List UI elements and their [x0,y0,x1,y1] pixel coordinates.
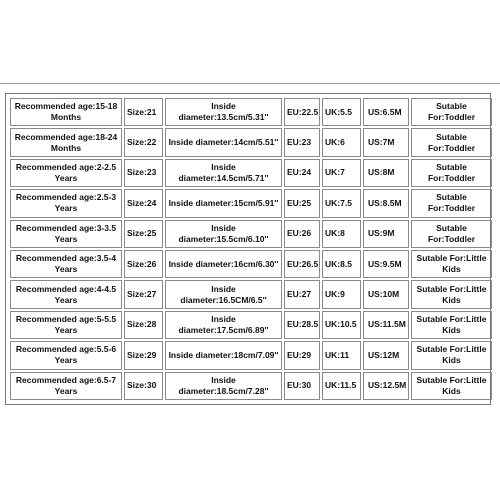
uk-size-cell: UK:11.5 [322,372,361,400]
table-row [10,311,492,339]
us-size-cell: US:8M [363,159,409,187]
eu-size-cell: EU:23 [284,128,320,156]
table-row [10,128,492,156]
inside-diameter-cell: Inside diameter:13.5cm/5.31'' [165,98,282,126]
uk-size-cell: UK:5.5 [322,98,361,126]
eu-size-cell: EU:24 [284,159,320,187]
table-row [10,98,492,126]
uk-size-cell: UK:6 [322,128,361,156]
eu-size-cell: EU:26.5 [284,250,320,278]
age-cell: Recommended age:2-2.5 Years [10,159,122,187]
us-size-cell: US:10M [363,280,409,308]
suitable-for-cell: Sutable For:Toddler [411,220,492,248]
suitable-for-cell: Sutable For:Toddler [411,128,492,156]
eu-size-cell: EU:22.5 [284,98,320,126]
age-cell: Recommended age:2.5-3 Years [10,189,122,217]
us-size-cell: US:11.5M [363,311,409,339]
us-size-cell: US:9.5M [363,250,409,278]
inside-diameter-cell: Inside diameter:16.5CM/6.5'' [165,280,282,308]
table-row [10,280,492,308]
us-size-cell: US:8.5M [363,189,409,217]
uk-size-cell: UK:8.5 [322,250,361,278]
table-row [10,159,492,187]
table-row [10,372,492,400]
size-cell: Size:30 [124,372,163,400]
size-cell: Size:26 [124,250,163,278]
size-cell: Size:25 [124,220,163,248]
age-cell: Recommended age:3-3.5 Years [10,220,122,248]
suitable-for-cell: Sutable For:Little Kids [411,341,492,369]
size-cell: Size:27 [124,280,163,308]
suitable-for-cell: Sutable For:Little Kids [411,311,492,339]
suitable-for-cell: Sutable For:Toddler [411,159,492,187]
uk-size-cell: UK:7 [322,159,361,187]
uk-size-cell: UK:11 [322,341,361,369]
age-cell: Recommended age:15-18 Months [10,98,122,126]
suitable-for-cell: Sutable For:Toddler [411,98,492,126]
size-chart-body [10,98,492,400]
size-chart-table [5,93,491,405]
size-cell: Size:21 [124,98,163,126]
age-cell: Recommended age:4-4.5 Years [10,280,122,308]
age-cell: Recommended age:5.5-6 Years [10,341,122,369]
age-cell: Recommended age:3.5-4 Years [10,250,122,278]
inside-diameter-cell: Inside diameter:14cm/5.51'' [165,128,282,156]
inside-diameter-cell: Inside diameter:18cm/7.09'' [165,341,282,369]
eu-size-cell: EU:30 [284,372,320,400]
us-size-cell: US:7M [363,128,409,156]
age-cell: Recommended age:18-24 Months [10,128,122,156]
uk-size-cell: UK:10.5 [322,311,361,339]
us-size-cell: US:12.5M [363,372,409,400]
suitable-for-cell: Sutable For:Toddler [411,189,492,217]
eu-size-cell: EU:25 [284,189,320,217]
eu-size-cell: EU:29 [284,341,320,369]
size-cell: Size:23 [124,159,163,187]
inside-diameter-cell: Inside diameter:17.5cm/6.89'' [165,311,282,339]
suitable-for-cell: Sutable For:Little Kids [411,280,492,308]
uk-size-cell: UK:9 [322,280,361,308]
us-size-cell: US:6.5M [363,98,409,126]
table-row [10,250,492,278]
inside-diameter-cell: Inside diameter:15.5cm/6.10'' [165,220,282,248]
age-cell: Recommended age:5-5.5 Years [10,311,122,339]
us-size-cell: US:12M [363,341,409,369]
inside-diameter-cell: Inside diameter:14.5cm/5.71'' [165,159,282,187]
eu-size-cell: EU:26 [284,220,320,248]
inside-diameter-cell: Inside diameter:15cm/5.91'' [165,189,282,217]
eu-size-cell: EU:27 [284,280,320,308]
suitable-for-cell: Sutable For:Little Kids [411,372,492,400]
eu-size-cell: EU:28.5 [284,311,320,339]
table-row [10,341,492,369]
uk-size-cell: UK:7.5 [322,189,361,217]
size-cell: Size:22 [124,128,163,156]
inside-diameter-cell: Inside diameter:16cm/6.30'' [165,250,282,278]
size-cell: Size:24 [124,189,163,217]
suitable-for-cell: Sutable For:Little Kids [411,250,492,278]
table-row [10,189,492,217]
size-cell: Size:28 [124,311,163,339]
inside-diameter-cell: Inside diameter:18.5cm/7.28'' [165,372,282,400]
top-divider [0,83,500,84]
size-chart-grid [8,96,494,402]
age-cell: Recommended age:6.5-7 Years [10,372,122,400]
size-cell: Size:29 [124,341,163,369]
table-row [10,220,492,248]
us-size-cell: US:9M [363,220,409,248]
uk-size-cell: UK:8 [322,220,361,248]
